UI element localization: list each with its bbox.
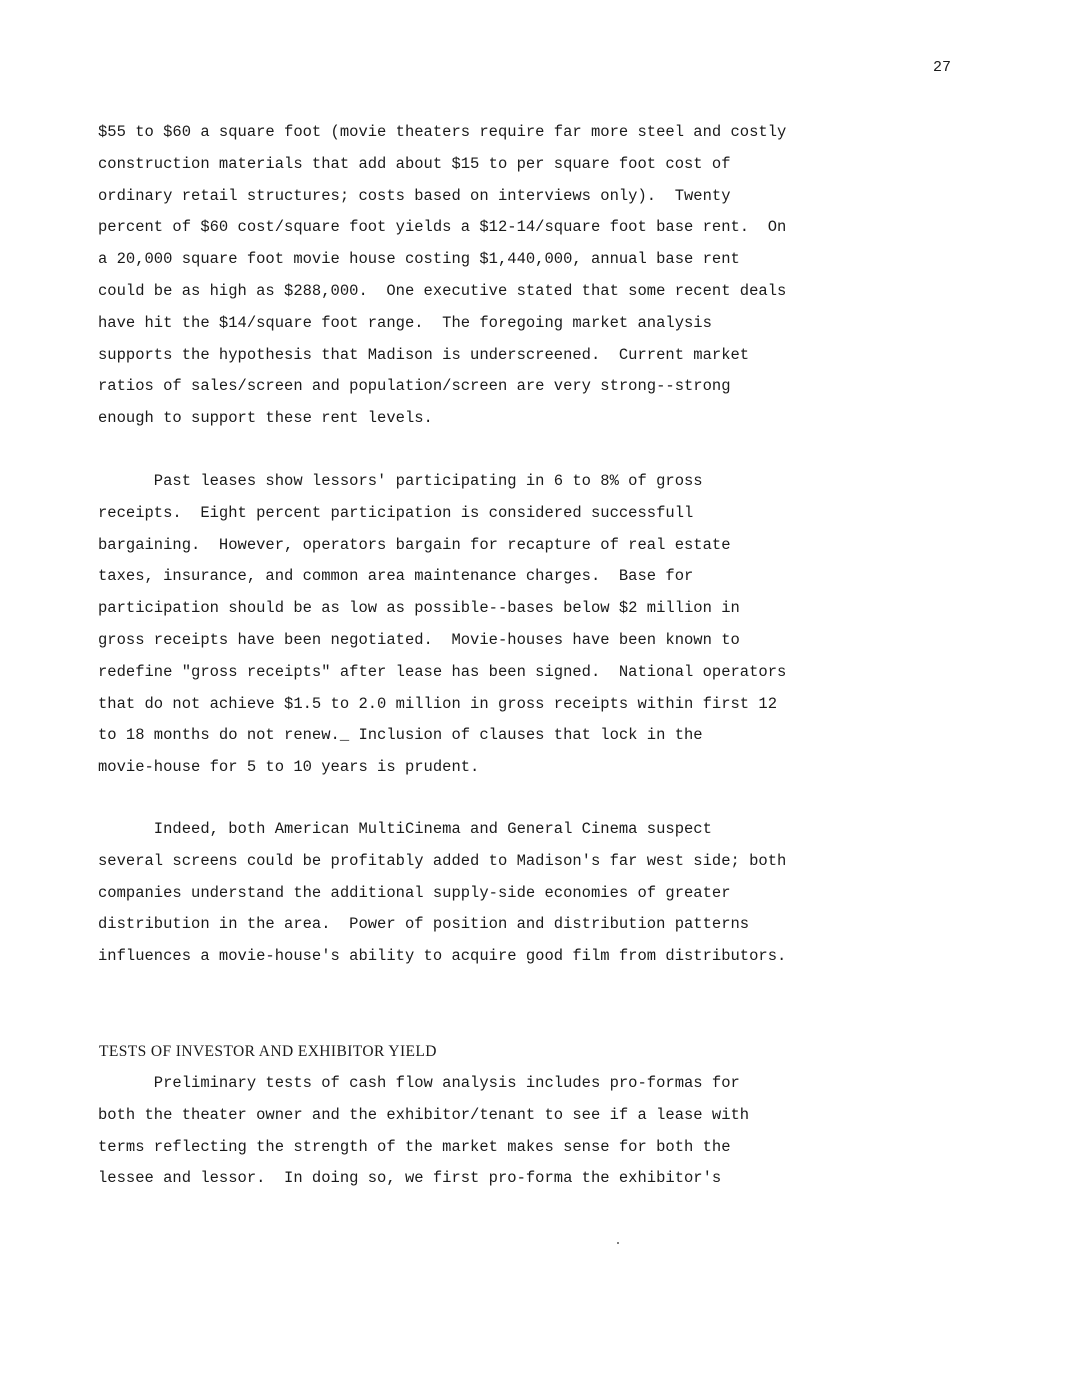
text-line: that do not achieve $1.5 to 2.0 million in gross receipts within first 12 — [98, 694, 778, 713]
paragraph-lease-participation — [98, 466, 786, 784]
text-line: ratios of sales/screen and population/screen are very strong--strong — [98, 377, 731, 396]
text-line: several screens could be profitably added to Madison's far west side; both — [98, 851, 787, 870]
text-line: ordinary retail structures; costs based on interviews only). Twenty — [98, 186, 731, 205]
text-line: construction materials that add about $15 to per square foot cost of — [98, 154, 731, 173]
text-line: gross receipts have been negotiated. Movie-houses have been known to — [98, 630, 740, 649]
text-line: Preliminary tests of cash flow analysis includes pro-formas for — [98, 1074, 740, 1092]
text-line: enough to support these rent levels. — [98, 409, 433, 428]
text-line: Past leases show lessors' participating in 6 to 8% of gross — [98, 472, 703, 490]
text-line: taxes, insurance, and common area maintenance charges. Base for — [98, 567, 694, 586]
text-line: a 20,000 square foot movie house costing $1,440,000, annual base rent — [98, 250, 740, 269]
text-line: terms reflecting the strength of the market makes sense for both the — [98, 1137, 731, 1156]
paragraph-operators — [98, 814, 786, 973]
text-line: bargaining. However, operators bargain for recapture of real estate — [98, 535, 731, 554]
text-line: percent of $60 cost/square foot yields a $12-14/square foot base rent. On — [98, 218, 787, 237]
scan-speck — [617, 1242, 619, 1244]
text-line: receipts. Eight percent participation is considered successfull — [98, 503, 694, 522]
section-heading: TESTS OF INVESTOR AND EXHIBITOR YIELD — [99, 1043, 437, 1060]
text-line: influences a movie-house's ability to acquire good film from distributors. — [98, 947, 787, 966]
text-line: $55 to $60 a square foot (movie theaters require far more steel and costly — [98, 123, 787, 141]
text-line: distribution in the area. Power of position and distribution patterns — [98, 915, 750, 934]
text-line: movie-house for 5 to 10 years is prudent. — [98, 758, 480, 777]
text-line: supports the hypothesis that Madison is underscreened. Current market — [98, 345, 750, 364]
text-line: could be as high as $288,000. One executive stated that some recent deals — [98, 281, 787, 300]
text-line: Indeed, both American MultiCinema and General Cinema suspect — [98, 820, 712, 838]
text-line: both the theater owner and the exhibitor/tenant to see if a lease with — [98, 1105, 750, 1124]
text-line: have hit the $14/square foot range. The foregoing market analysis — [98, 313, 712, 332]
text-line: participation should be as low as possible--bases below $2 million in — [98, 599, 740, 618]
text-line: lessee and lessor. In doing so, we first pro-forma the exhibitor's — [98, 1169, 722, 1188]
text-line: companies understand the additional supply-side economies of greater — [98, 883, 731, 902]
page-number: 27 — [933, 59, 952, 76]
text-line: to 18 months do not renew._ Inclusion of clauses that lock in the — [98, 726, 703, 745]
paragraph-preliminary-tests — [98, 1068, 749, 1195]
text-line: redefine "gross receipts" after lease has been signed. National operators — [98, 662, 787, 681]
paragraph-rent-costs — [98, 117, 786, 435]
